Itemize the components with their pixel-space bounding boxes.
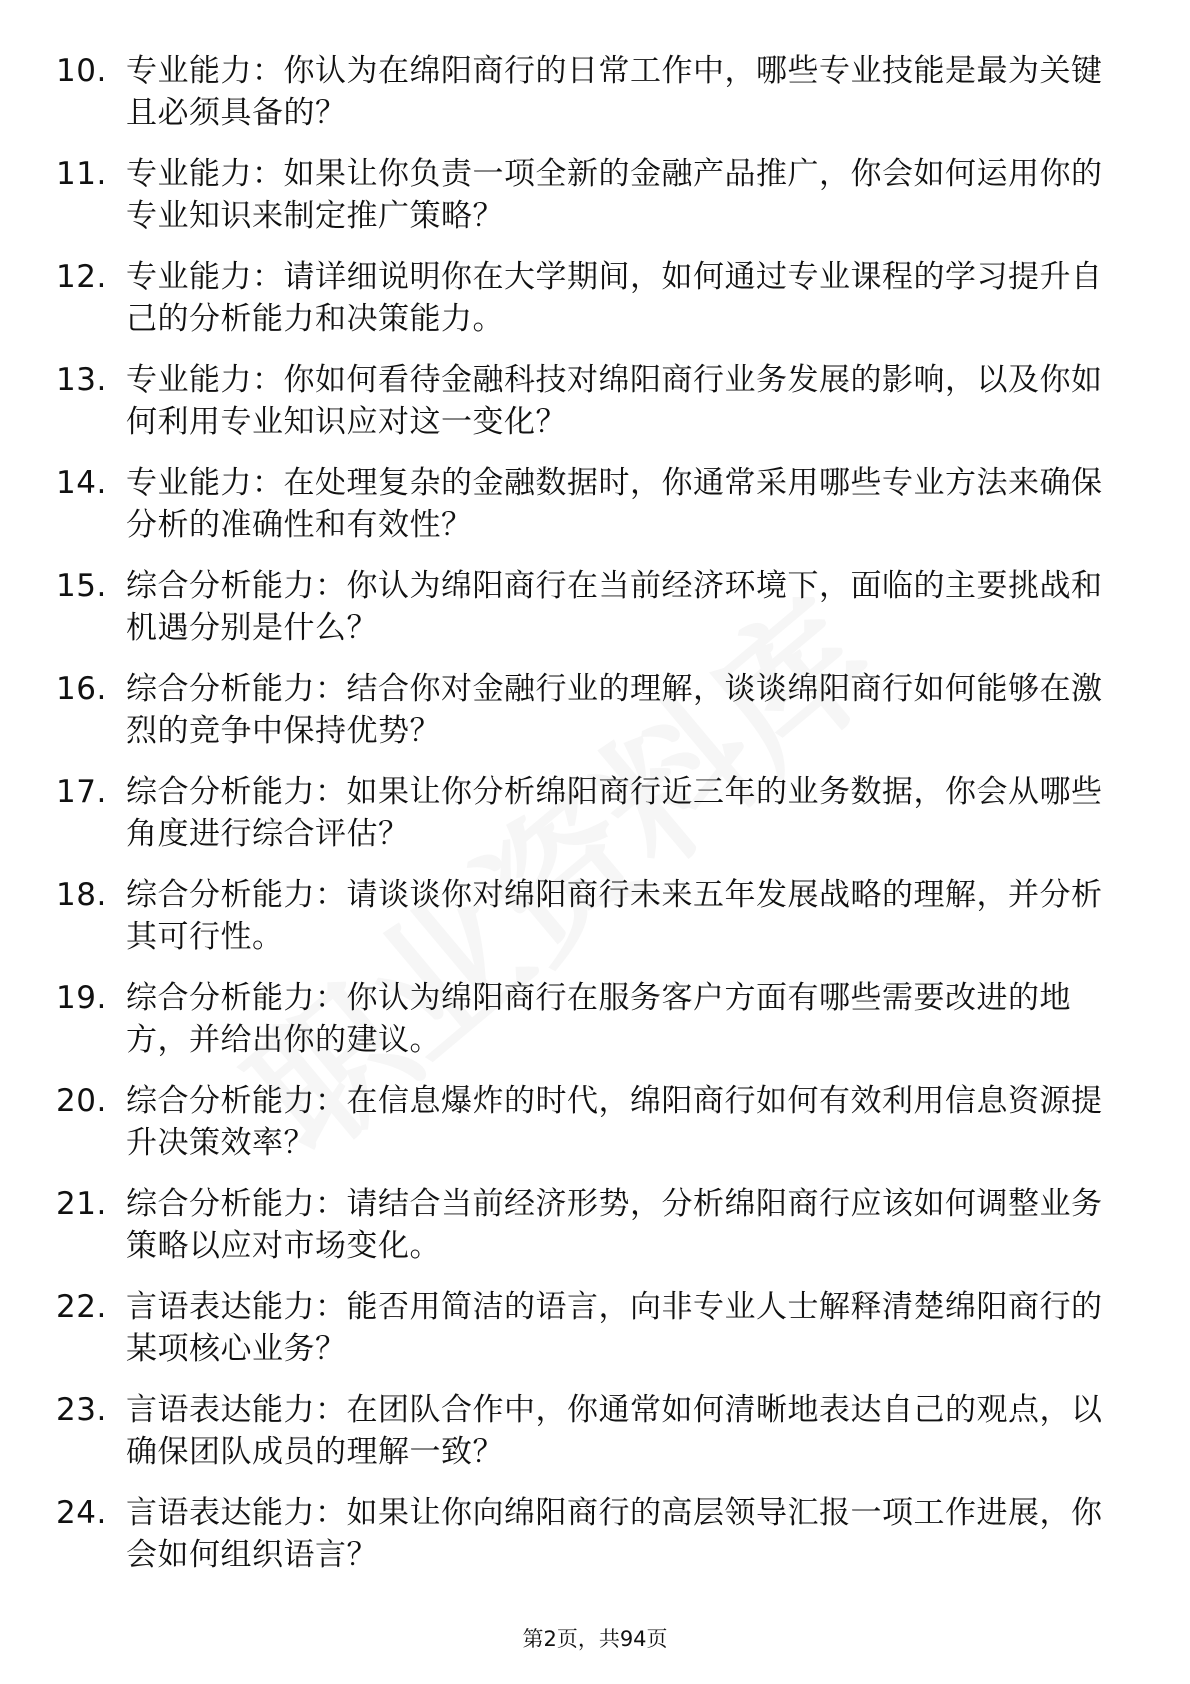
question-text: 综合分析能力：请结合当前经济形势，分析绵阳商行应该如何调整业务策略以应对市场变化。 — [126, 1186, 1103, 1264]
question-number: 10. — [56, 53, 107, 89]
question-item — [0, 1183, 1190, 1267]
question-text: 专业能力：你认为在绵阳商行的日常工作中，哪些专业技能是最为关键且必须具备的？ — [126, 53, 1103, 131]
page-footer: 第2页，共94页 — [522, 1627, 668, 1651]
question-text: 专业能力：在处理复杂的金融数据时，你通常采用哪些专业方法来确保分析的准确性和有效性？ — [126, 465, 1103, 543]
question-list — [0, 50, 1190, 1595]
question-number: 12. — [56, 259, 107, 295]
question-number: 19. — [56, 980, 107, 1016]
question-item — [0, 771, 1190, 855]
question-item — [0, 565, 1190, 649]
question-text: 综合分析能力：你认为绵阳商行在当前经济环境下，面临的主要挑战和机遇分别是什么？ — [126, 568, 1103, 646]
question-text: 综合分析能力：你认为绵阳商行在服务客户方面有哪些需要改进的地方，并给出你的建议。 — [126, 980, 1071, 1058]
question-number: 14. — [56, 465, 107, 501]
question-number: 13. — [56, 362, 107, 398]
question-text: 综合分析能力：如果让你分析绵阳商行近三年的业务数据，你会从哪些角度进行综合评估？ — [126, 774, 1103, 852]
question-item — [0, 50, 1190, 134]
question-item — [0, 874, 1190, 958]
question-text: 综合分析能力：请谈谈你对绵阳商行未来五年发展战略的理解，并分析其可行性。 — [126, 877, 1103, 955]
question-text: 综合分析能力：结合你对金融行业的理解，谈谈绵阳商行如何能够在激烈的竞争中保持优势？ — [126, 671, 1103, 749]
question-number: 20. — [56, 1083, 107, 1119]
question-text: 专业能力：请详细说明你在大学期间，如何通过专业课程的学习提升自己的分析能力和决策能力。 — [126, 259, 1103, 337]
question-text: 言语表达能力：能否用简洁的语言，向非专业人士解释清楚绵阳商行的某项核心业务？ — [126, 1289, 1103, 1367]
question-item — [0, 462, 1190, 546]
question-number: 17. — [56, 774, 107, 810]
question-number: 23. — [56, 1392, 107, 1428]
question-text: 专业能力：如果让你负责一项全新的金融产品推广，你会如何运用你的专业知识来制定推广策略？ — [126, 156, 1103, 234]
question-item — [0, 1492, 1190, 1576]
question-number: 11. — [56, 156, 107, 192]
question-number: 21. — [56, 1186, 107, 1222]
question-text: 言语表达能力：在团队合作中，你通常如何清晰地表达自己的观点，以确保团队成员的理解一致？ — [126, 1392, 1103, 1470]
question-item — [0, 153, 1190, 237]
question-text: 综合分析能力：在信息爆炸的时代，绵阳商行如何有效利用信息资源提升决策效率？ — [126, 1083, 1103, 1161]
question-item — [0, 1286, 1190, 1370]
question-item — [0, 359, 1190, 443]
question-item — [0, 1389, 1190, 1473]
question-item — [0, 1080, 1190, 1164]
question-text: 专业能力：你如何看待金融科技对绵阳商行业务发展的影响，以及你如何利用专业知识应对这一变化？ — [126, 362, 1103, 440]
question-number: 22. — [56, 1289, 107, 1325]
question-number: 15. — [56, 568, 107, 604]
question-number: 16. — [56, 671, 107, 707]
question-item — [0, 256, 1190, 340]
question-item — [0, 977, 1190, 1061]
question-number: 24. — [56, 1495, 107, 1531]
question-number: 18. — [56, 877, 107, 913]
question-item — [0, 668, 1190, 752]
question-text: 言语表达能力：如果让你向绵阳商行的高层领导汇报一项工作进展，你会如何组织语言？ — [126, 1495, 1103, 1573]
